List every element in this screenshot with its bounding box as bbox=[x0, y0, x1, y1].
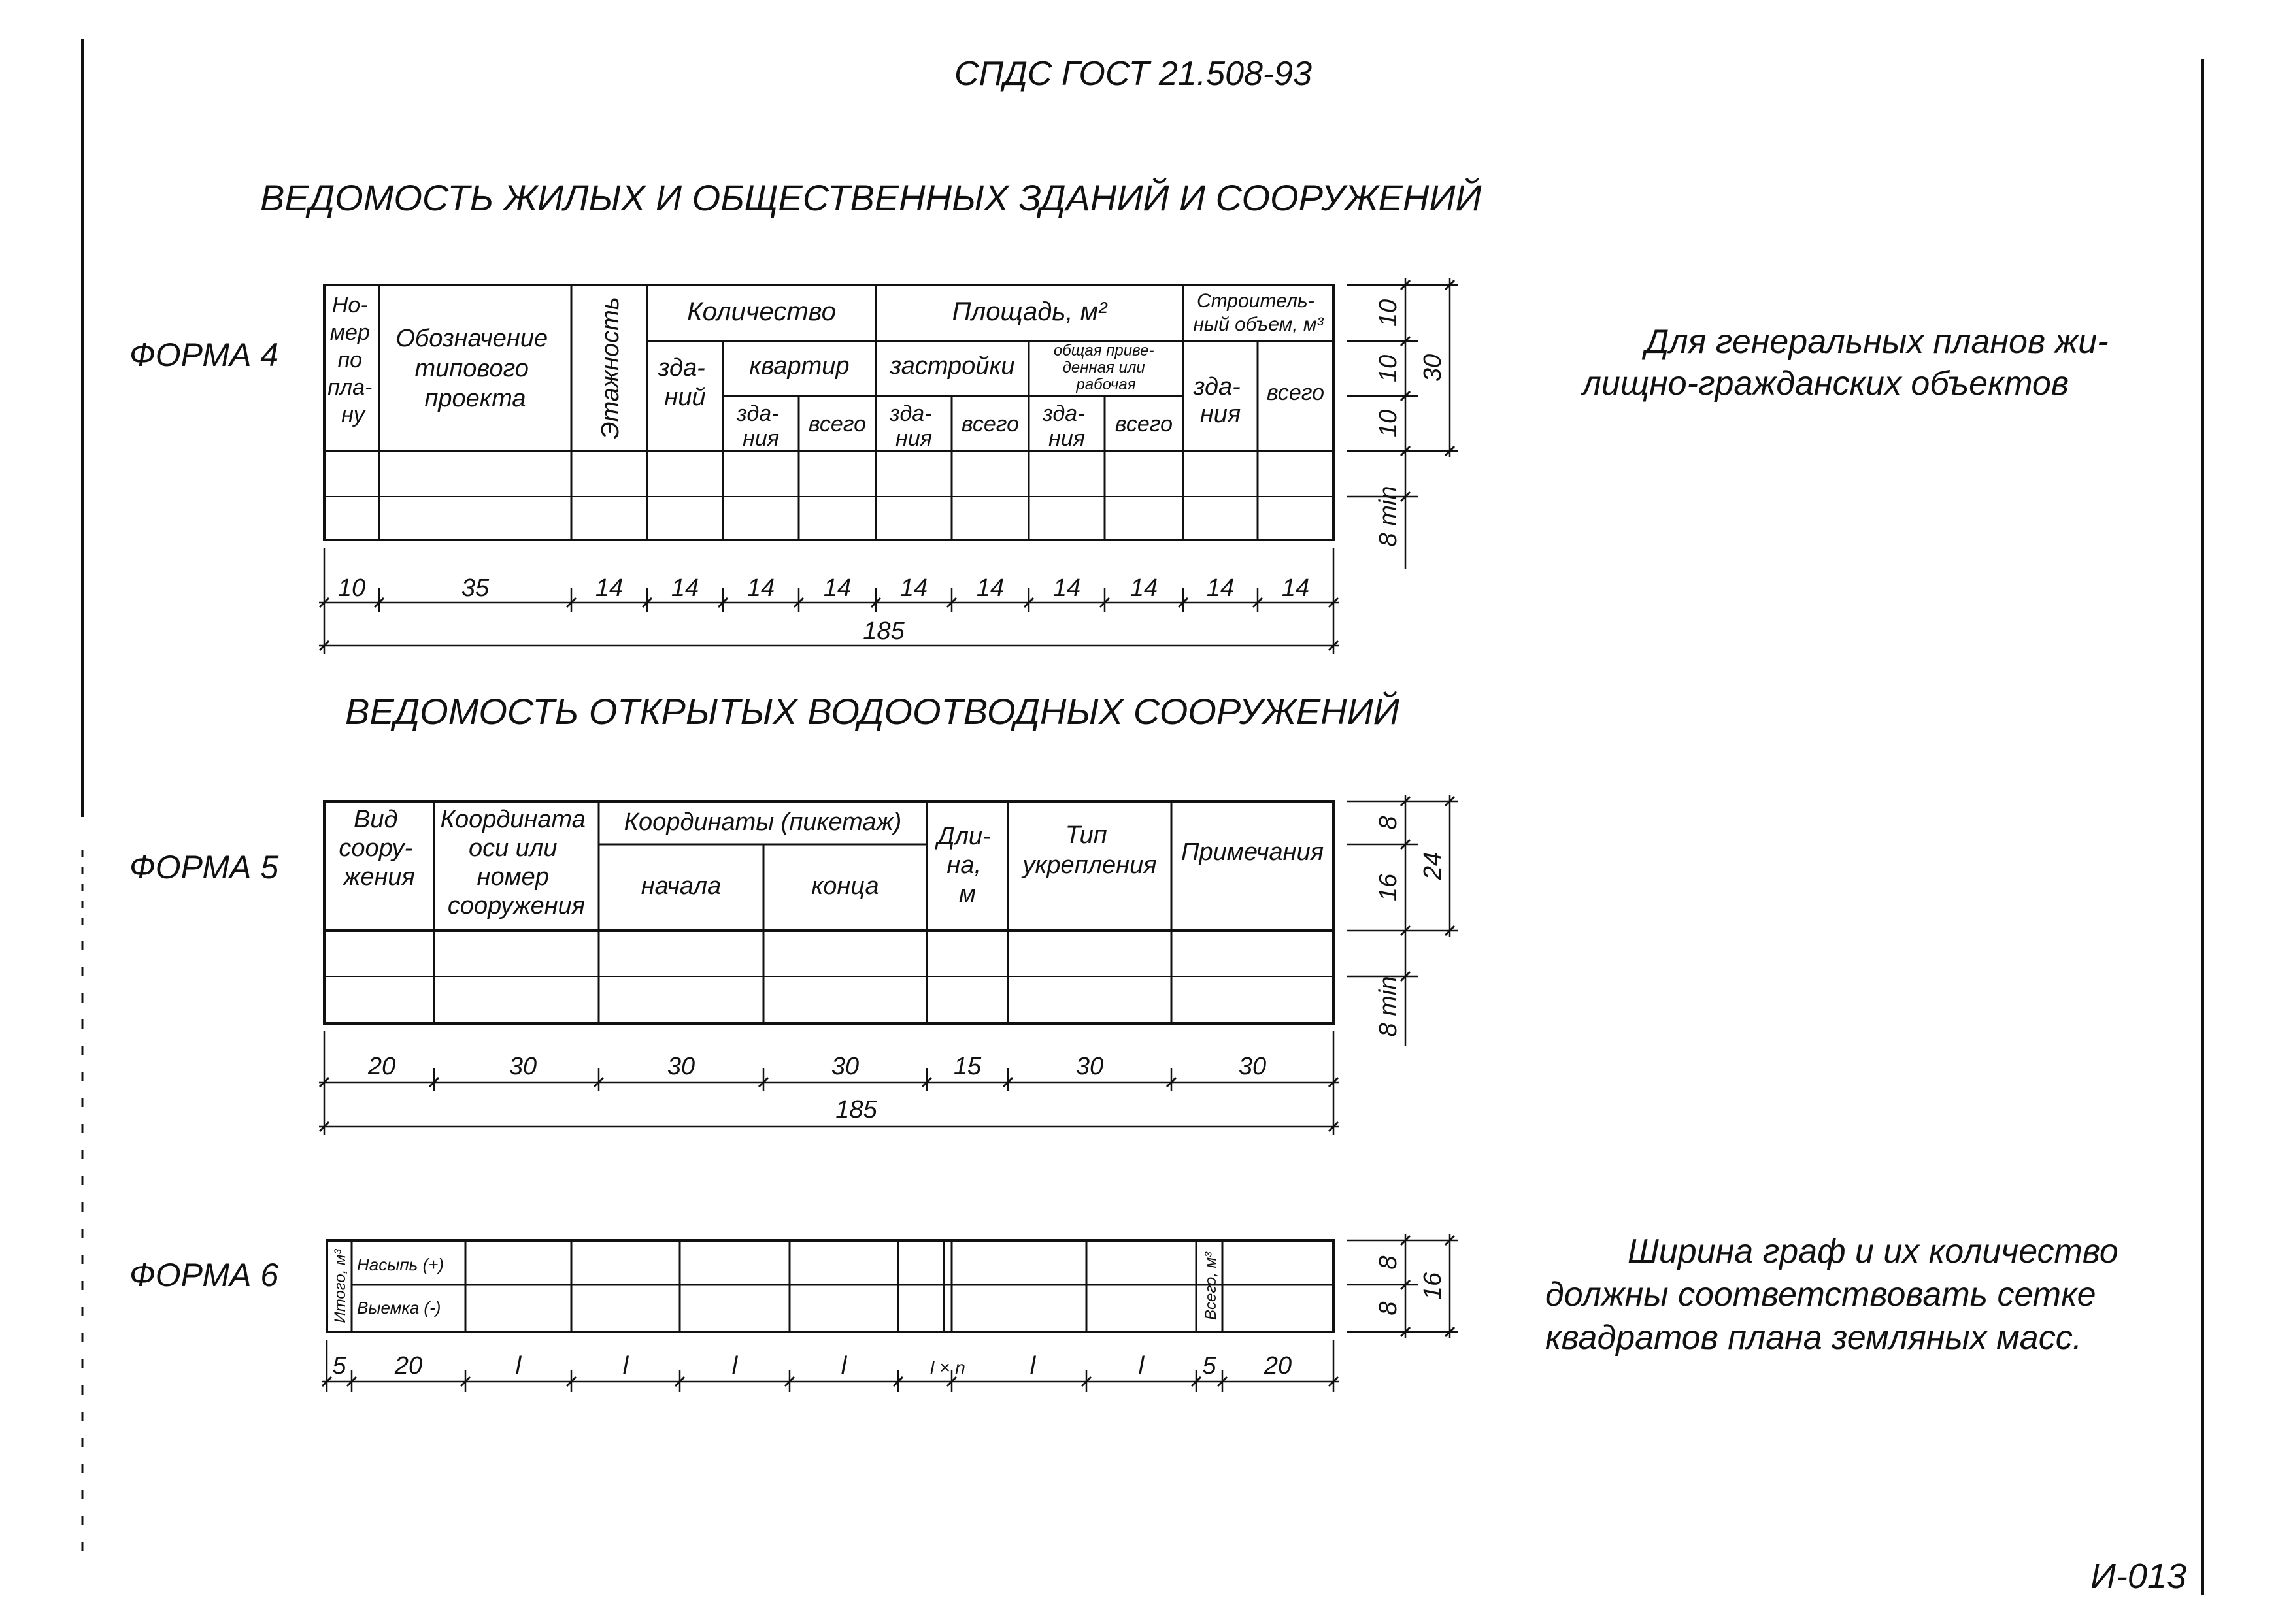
document-code: СПДС ГОСТ 21.508-93 bbox=[954, 55, 1313, 93]
f4-dim-col: 14 bbox=[746, 574, 775, 602]
f5-length-header: Дли- на, м bbox=[937, 823, 991, 908]
f4-dim-row-min: 8 min bbox=[1375, 486, 1402, 547]
sheet-number: И-013 bbox=[2090, 1557, 2186, 1596]
form5-height-dims bbox=[1347, 795, 1458, 1046]
f5-dim-col: 30 bbox=[1075, 1053, 1104, 1080]
form5 bbox=[129, 795, 1458, 1135]
form4 bbox=[129, 278, 2118, 654]
f6-dim-col: 5 bbox=[332, 1352, 346, 1380]
f5-coords-header: Координаты (пикетаж) bbox=[624, 808, 902, 836]
f6-total-label: Итого, м³ bbox=[331, 1249, 349, 1323]
f4-ta-building-header: зда- ния bbox=[1043, 401, 1085, 451]
form6-col-dim-labels bbox=[332, 1352, 1292, 1380]
f4-apt-building-header: зда- ния bbox=[737, 401, 779, 451]
f5-dim-row-min: 8 min bbox=[1375, 976, 1402, 1037]
form4-label: ФОРМА 4 bbox=[129, 337, 279, 373]
form4-col-dim-labels bbox=[338, 574, 1309, 645]
form6 bbox=[129, 1233, 2128, 1392]
f4-dim-header-height: 30 bbox=[1419, 354, 1447, 382]
form5-label: ФОРМА 5 bbox=[129, 849, 279, 886]
f4-dim-col: 14 bbox=[671, 574, 699, 602]
f4-number-header: Но- мер по пла- ну bbox=[327, 293, 373, 427]
f4-dim-col: 14 bbox=[899, 574, 928, 602]
form6-width-dims bbox=[322, 1340, 1339, 1392]
f5-type-header: Вид соору- жения bbox=[339, 806, 415, 891]
form6-note: Ширина граф и их количество должны соответствовать сетке квадратов плана земляных масс. bbox=[1545, 1233, 2118, 1357]
f4-dim-col: 35 bbox=[461, 574, 490, 602]
form4-note: Для генеральных планов жи- лищно-гражданских объектов bbox=[1582, 323, 2109, 403]
f4-apt-total-header: всего bbox=[808, 412, 867, 437]
f6-sum-label: Всего, м³ bbox=[1202, 1251, 1220, 1321]
f6-dim-row: 8 bbox=[1375, 1301, 1402, 1316]
f4-total-area-header: общая приве- денная или рабочая bbox=[1053, 342, 1154, 393]
f4-dim-col: 10 bbox=[337, 574, 366, 602]
f4-dim-row: 10 bbox=[1375, 354, 1402, 383]
f6-dim-col: 20 bbox=[394, 1352, 423, 1380]
f4-dim-col: 14 bbox=[1130, 574, 1158, 602]
f6-dim-height: 16 bbox=[1419, 1272, 1447, 1301]
f4-area-header: Площадь, м² bbox=[952, 297, 1107, 326]
f4-floors-header: Этажность bbox=[597, 297, 624, 439]
f6-fill-label: Насыпь (+) bbox=[357, 1255, 444, 1274]
f4-quantity-header: Количество bbox=[687, 297, 836, 326]
f4-vol-building-header: зда- ния bbox=[1193, 373, 1241, 428]
f4-ba-building-header: зда- ния bbox=[890, 401, 932, 451]
f4-designation-header: Обозначение типового проекта bbox=[395, 325, 548, 412]
f4-dim-col: 14 bbox=[976, 574, 1005, 602]
f6-dim-row: 8 bbox=[1375, 1255, 1402, 1270]
form4-row-dim-labels bbox=[1375, 299, 1447, 547]
f5-dim-row: 8 bbox=[1375, 816, 1402, 830]
form5-width-dims bbox=[319, 1031, 1339, 1135]
f5-dim-col: 30 bbox=[509, 1053, 537, 1080]
f4-dim-row: 10 bbox=[1375, 409, 1402, 438]
f4-dim-col: 14 bbox=[1206, 574, 1235, 602]
form5-col-dim-labels bbox=[367, 1053, 1266, 1123]
f5-start-header: начала bbox=[641, 872, 722, 900]
f6-dim-col: l × n bbox=[930, 1357, 965, 1378]
f4-ba-total-header: всего bbox=[961, 412, 1020, 437]
f4-vol-total-header: всего bbox=[1266, 380, 1325, 405]
form4-height-dims bbox=[1347, 278, 1458, 569]
f6-dim-col: 20 bbox=[1264, 1352, 1292, 1380]
f5-dim-col: 15 bbox=[953, 1053, 982, 1080]
f5-dim-row: 16 bbox=[1375, 873, 1402, 902]
f4-volume-header: Строитель- ный объем, м³ bbox=[1193, 290, 1324, 335]
f5-notes-header: Примечания bbox=[1181, 838, 1324, 866]
f5-end-header: конца bbox=[811, 872, 879, 900]
f6-dim-col: l bbox=[731, 1352, 738, 1380]
f4-dim-col: 14 bbox=[595, 574, 624, 602]
f4-dim-row: 10 bbox=[1375, 299, 1402, 327]
f4-dim-total: 185 bbox=[863, 618, 905, 645]
f4-built-header: застройки bbox=[890, 352, 1015, 380]
form5-title: ВЕДОМОСТЬ ОТКРЫТЫХ ВОДООТВОДНЫХ СООРУЖЕНИЙ bbox=[345, 691, 1399, 732]
f5-dim-total: 185 bbox=[835, 1096, 877, 1123]
f4-dim-col: 14 bbox=[1052, 574, 1081, 602]
f6-dim-col: l bbox=[841, 1352, 847, 1380]
f5-dim-col: 30 bbox=[1238, 1053, 1267, 1080]
f6-dim-col: l bbox=[1138, 1352, 1145, 1380]
form5-row-dim-labels bbox=[1375, 816, 1447, 1036]
f6-dim-col: 5 bbox=[1202, 1352, 1216, 1380]
f6-dim-col: l bbox=[515, 1352, 522, 1380]
f6-cut-label: Выемка (-) bbox=[357, 1298, 441, 1317]
f4-dim-col: 14 bbox=[823, 574, 852, 602]
form6-table bbox=[327, 1240, 1333, 1332]
form5-headers bbox=[339, 806, 1324, 920]
f5-dim-col: 20 bbox=[367, 1053, 396, 1080]
f5-reinforcement-header: Тип укрепления bbox=[1022, 821, 1157, 879]
form6-label: ФОРМА 6 bbox=[129, 1257, 279, 1293]
f6-dim-col: l bbox=[1029, 1352, 1036, 1380]
form4-headers bbox=[327, 290, 1324, 451]
f5-axis-header: Координата оси или номер сооружения bbox=[440, 806, 586, 920]
f5-dim-col: 30 bbox=[831, 1053, 860, 1080]
f5-dim-col: 30 bbox=[667, 1053, 695, 1080]
f5-dim-header-height: 24 bbox=[1419, 852, 1447, 880]
f6-dim-col: l bbox=[622, 1352, 629, 1380]
f4-buildings-header: зда- ний bbox=[658, 354, 706, 411]
f4-ta-total-header: всего bbox=[1114, 412, 1173, 437]
form4-title: ВЕДОМОСТЬ ЖИЛЫХ И ОБЩЕСТВЕННЫХ ЗДАНИЙ И СООРУЖЕНИЙ bbox=[260, 177, 1482, 218]
f4-apartments-header: квартир bbox=[749, 352, 850, 380]
f4-dim-col: 14 bbox=[1281, 574, 1310, 602]
